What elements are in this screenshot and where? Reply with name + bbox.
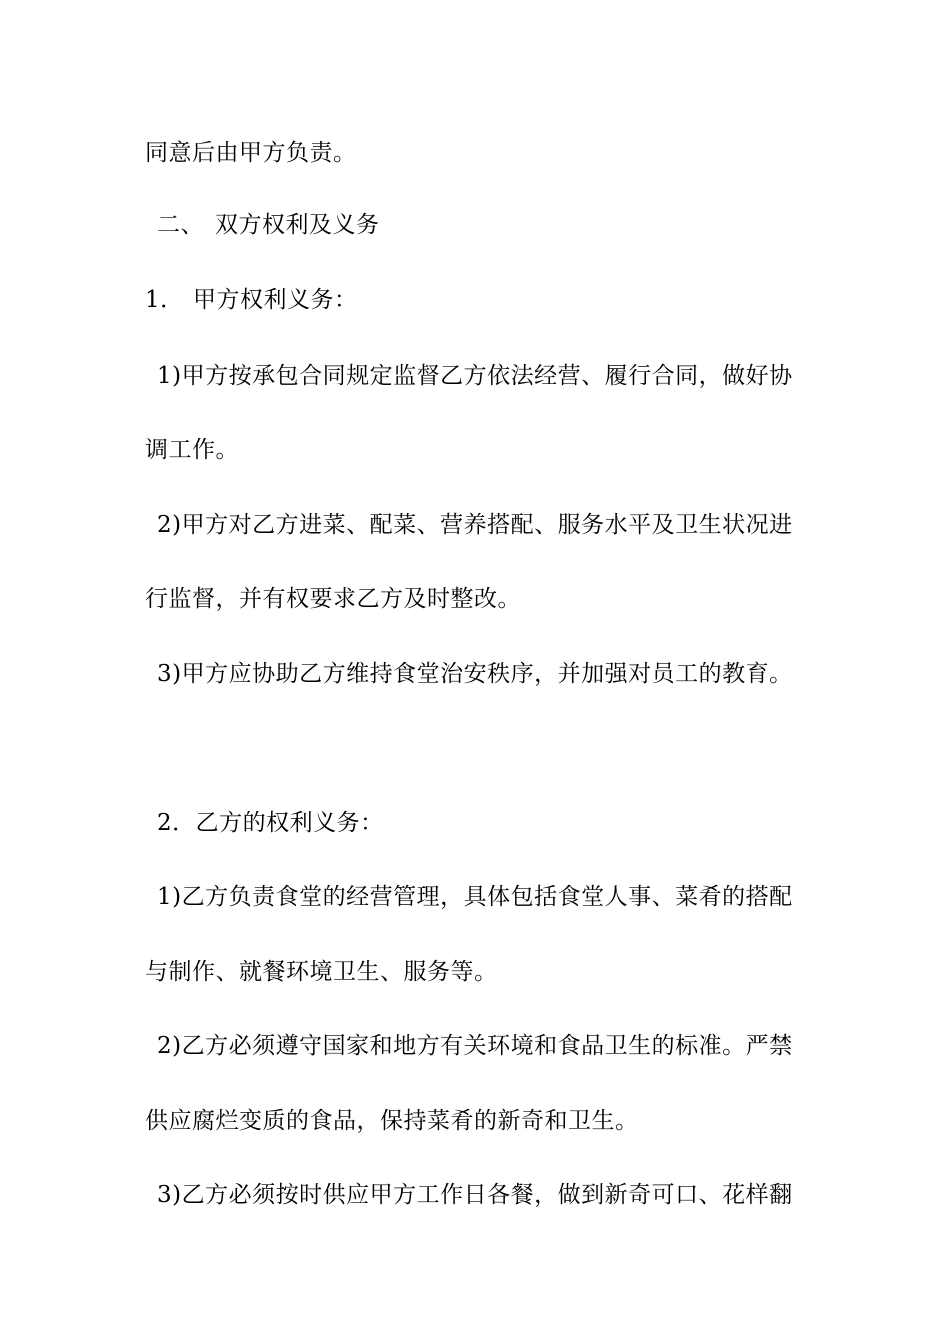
text: 2)乙方必须遵守国家和地方有关环境和食品卫生的标准。严禁 (157, 1033, 793, 1059)
subsection-number: 1． (145, 287, 184, 313)
subsection-title: 2．乙方的权利义务： (157, 810, 384, 836)
paragraph-line (157, 510, 827, 540)
paragraph-line (157, 659, 827, 689)
section-number: 二、 (157, 212, 204, 238)
subsection-title: 甲方权利义务： (193, 287, 358, 313)
paragraph-line (145, 584, 815, 614)
subsection-heading (145, 285, 815, 315)
paragraph-line (145, 957, 815, 987)
subsection-heading (157, 808, 827, 838)
text: 1)乙方负责食堂的经营管理，具体包括食堂人事、菜肴的搭配 (157, 884, 793, 910)
text: 与制作、就餐环境卫生、服务等。 (145, 959, 498, 985)
paragraph-line (157, 361, 827, 391)
paragraph-line (145, 138, 815, 168)
paragraph-line (157, 882, 827, 912)
text: 同意后由甲方负责。 (145, 140, 357, 166)
text: 3)甲方应协助乙方维持食堂治安秩序，并加强对员工的教育。 (157, 661, 793, 687)
text: 调工作。 (145, 437, 239, 463)
text: 1)甲方按承包合同规定监督乙方依法经营、履行合同，做好协 (157, 363, 793, 389)
text: 3)乙方必须按时供应甲方工作日各餐，做到新奇可口、花样翻 (157, 1182, 793, 1208)
paragraph-line (157, 1031, 827, 1061)
paragraph-line (145, 435, 815, 465)
paragraph-line (145, 1106, 815, 1136)
section-heading (157, 210, 827, 240)
text: 2)甲方对乙方进菜、配菜、营养搭配、服务水平及卫生状况进 (157, 512, 793, 538)
paragraph-line (157, 1180, 827, 1210)
text: 行监督，并有权要求乙方及时整改。 (145, 586, 521, 612)
text: 供应腐烂变质的食品，保持菜肴的新奇和卫生。 (145, 1108, 639, 1134)
section-title: 双方权利及义务 (215, 212, 380, 238)
